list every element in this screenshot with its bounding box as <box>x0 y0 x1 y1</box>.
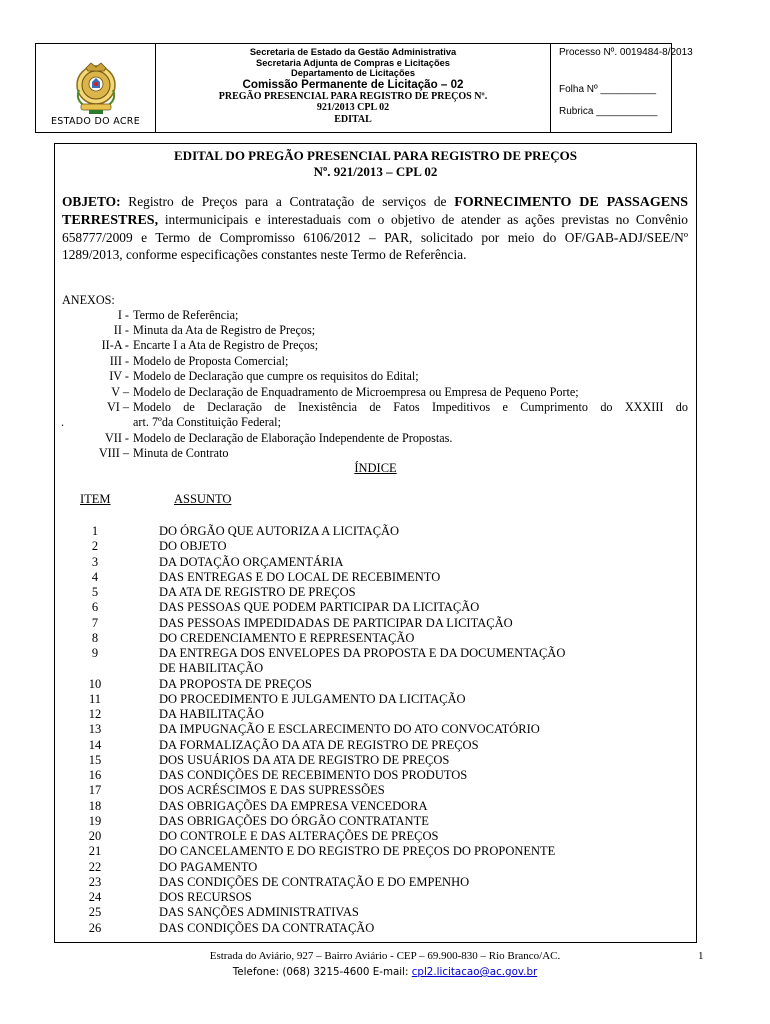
objeto-text-1: Registro de Preços para a Contratação de serviços de <box>120 194 455 209</box>
footer-contact <box>0 966 770 978</box>
header-line-numero: 921/2013 CPL 02 <box>316 102 390 113</box>
header-line-pregao: PREGÃO PRESENCIAL PARA REGISTRO DE PREÇOS Nº. <box>218 90 488 102</box>
indice-item-subject: DOS ACRÉSCIMOS E DAS SUPRESSÕES <box>159 783 385 798</box>
indice-item-number: 17 <box>88 783 102 798</box>
indice-item-number: 18 <box>88 798 102 813</box>
indice-item-subject: DO OBJETO <box>159 539 227 554</box>
indice-item-subject: DO PAGAMENTO <box>159 859 258 874</box>
indice-item-number: 4 <box>91 569 99 584</box>
indice-item-subject: DE HABILITAÇÃO <box>159 661 264 676</box>
indice-item-subject: DAS PESSOAS QUE PODEM PARTICIPAR DA LICITAÇÃO <box>159 600 480 615</box>
anexo-num: VIII – <box>98 446 129 460</box>
indice-item-number: 3 <box>91 554 99 569</box>
page-number: 1 <box>698 950 704 962</box>
indice-item-number: 12 <box>88 707 102 721</box>
footer-address: Estrada do Aviário, 927 – Bairro Aviário - CEP – 69.900-830 – Rio Branco/AC. <box>209 950 561 962</box>
indice-item-number: 1 <box>91 524 99 538</box>
anexo-text: Modelo de Declaração de Enquadramento de Microempresa ou Empresa de Pequeno Porte; <box>133 385 579 399</box>
rubrica-field: Rubrica ___________ <box>559 106 658 117</box>
indice-item-number: 20 <box>88 829 102 843</box>
indice-item-subject: DO CREDENCIAMENTO E REPRESENTAÇÃO <box>159 630 415 645</box>
anexo-num: I - <box>117 308 129 322</box>
anexo-num: V – <box>111 385 129 399</box>
indice-item-subject: DO CONTROLE E DAS ALTERAÇÕES DE PREÇOS <box>159 829 439 843</box>
indice-item-subject: DAS CONDIÇÕES DA CONTRATAÇÃO <box>159 920 375 935</box>
indice-title: ÍNDICE <box>354 461 397 475</box>
indice-item-subject: DA DOTAÇÃO ORÇAMENTÁRIA <box>159 554 344 569</box>
footer-phone: Telefone: (068) 3215-4600 E-mail: <box>232 966 412 978</box>
header-line-adjunta: Secretaria Adjunta de Compras e Licitações <box>256 57 450 68</box>
indice-item-number: 25 <box>88 905 102 920</box>
column-header-assunto: ASSUNTO <box>174 492 232 506</box>
anexo-text: art. 7ºda Constituição Federal; <box>133 415 281 429</box>
indice-item-number: 5 <box>91 585 99 599</box>
indice-item-subject: DA IMPUGNAÇÃO E ESCLARECIMENTO DO ATO CONVOCATÓRIO <box>159 722 540 737</box>
indice-item-number: 14 <box>88 737 102 752</box>
indice-item-subject: DOS RECURSOS <box>159 890 252 904</box>
stray-dot: . <box>61 415 65 429</box>
indice-item-subject: DAS ENTREGAS E DO LOCAL DE RECEBIMENTO <box>159 569 441 584</box>
header-line-departamento: Departamento de Licitações <box>291 68 415 78</box>
indice-item-number: 22 <box>88 859 102 874</box>
indice-item-subject: DA PROPOSTA DE PREÇOS <box>159 676 312 691</box>
indice-item-number: 24 <box>88 890 102 904</box>
indice-item-subject: DAS OBRIGAÇÕES DO ÓRGÃO CONTRATANTE <box>159 813 429 828</box>
objeto-label: OBJETO: <box>62 194 121 209</box>
indice-item-number: 10 <box>88 676 102 691</box>
indice-item-subject: DA ATA DE REGISTRO DE PREÇOS <box>159 585 356 599</box>
edital-body <box>54 143 697 943</box>
indice-item-subject: DAS OBRIGAÇÕES DA EMPRESA VENCEDORA <box>159 798 428 813</box>
anexo-num: VII - <box>104 431 129 445</box>
header-line-secretaria: Secretaria de Estado da Gestão Administrativa <box>249 47 457 57</box>
indice-item-number: 13 <box>88 722 102 737</box>
indice-item-subject: DO CANCELAMENTO E DO REGISTRO DE PREÇOS DO PROPONENTE <box>159 844 556 859</box>
anexo-text: Modelo de Declaração que cumpre os requisitos do Edital; <box>133 369 419 383</box>
column-header-item: ITEM <box>80 492 111 506</box>
anexo-text: Modelo de Declaração de Elaboração Independente de Propostas. <box>133 431 453 445</box>
objeto-paragraph <box>62 193 688 263</box>
indice-item-number: 6 <box>91 600 99 615</box>
anexo-text: Minuta da Ata de Registro de Preços; <box>133 323 316 337</box>
indice-item-number: 21 <box>88 844 102 859</box>
anexo-num: IV - <box>109 369 129 383</box>
processo-number: Processo Nº. 0019484-8/2013 <box>559 47 693 58</box>
indice-item-number: 26 <box>88 920 102 935</box>
objeto-highlight: FORNECIMENTO DE PASSAGENS TERRESTRES, <box>62 195 689 228</box>
header-line-comissao: Comissão Permanente de Licitação – 02 <box>242 77 464 91</box>
edital-title-line1: EDITAL DO PREGÃO PRESENCIAL PARA REGISTRO DE PREÇOS <box>174 148 577 163</box>
indice-item-number: 2 <box>91 539 99 554</box>
indice-item-subject: DAS CONDIÇÕES DE RECEBIMENTO DOS PRODUTOS <box>159 768 468 782</box>
indice-item-subject: DA FORMALIZAÇÃO DA ATA DE REGISTRO DE PREÇOS <box>159 737 479 752</box>
objeto-text-2: intermunicipais e interestaduais com o objetivo de atender as ações previstas no Convênio 658777/2009 e Termo de Compromisso 6106/2012 – PAR, solicitado por meio do OF/GAB-ADJ/SEE/Nº 1289/2013, conforme especificações constantes neste Termo de Referência. <box>62 212 688 262</box>
header-line-edital: EDITAL <box>334 113 372 125</box>
indice-item-number: 11 <box>88 691 102 706</box>
acre-coat-of-arms-icon <box>71 60 121 116</box>
indice-item-number: 8 <box>91 630 99 645</box>
indice-item-subject: DO PROCEDIMENTO E JULGAMENTO DA LICITAÇÃO <box>159 691 466 706</box>
anexo-num: III - <box>109 354 129 368</box>
edital-title-line2: Nº. 921/2013 – CPL 02 <box>313 163 438 179</box>
process-cell <box>551 44 693 132</box>
anexo-num: II-A - <box>101 338 129 352</box>
indice-item-subject: DA ENTREGA DOS ENVELOPES DA PROPOSTA E DA DOCUMENTAÇÃO <box>159 646 566 660</box>
indice-item-number: 7 <box>91 615 99 630</box>
indice-item-subject: DAS SANÇÕES ADMINISTRATIVAS <box>159 905 359 920</box>
logo-cell <box>36 44 156 132</box>
indice-item-subject: DOS USUÁRIOS DA ATA DE REGISTRO DE PREÇOS <box>159 752 450 767</box>
indice-item-number: 9 <box>91 646 99 660</box>
indice-item-subject: DO ÓRGÃO QUE AUTORIZA A LICITAÇÃO <box>159 524 400 538</box>
indice-item-number: 16 <box>88 768 102 782</box>
indice-item-number: 23 <box>88 874 102 889</box>
folha-field: Folha Nº __________ <box>559 84 657 95</box>
anexo-text: Termo de Referência; <box>133 308 239 322</box>
indice-item-subject: DAS PESSOAS IMPEDIDADAS DE PARTICIPAR DA LICITAÇÃO <box>159 615 513 630</box>
edital-title <box>55 148 696 179</box>
document-header <box>35 43 693 133</box>
state-label: ESTADO DO ACRE <box>51 116 140 127</box>
header-title-cell <box>156 44 551 132</box>
email-link[interactable]: cpl2.licitacao@ac.gov.br <box>411 966 538 978</box>
anexos-label: ANEXOS: <box>62 293 115 307</box>
indice-item-subject: DAS CONDIÇÕES DE CONTRATAÇÃO E DO EMPENHO <box>159 874 470 889</box>
indice-item-number: 19 <box>88 813 102 828</box>
indice-item-number: 15 <box>88 752 102 767</box>
anexo-num: VI – <box>106 400 129 414</box>
indice-item-subject: DA HABILITAÇÃO <box>159 707 264 721</box>
anexo-text: Minuta de Contrato <box>133 446 229 460</box>
anexo-text: Modelo de Declaração de Inexistência de Fatos Impeditivos e Cumprimento do XXXIII do <box>133 400 688 414</box>
anexo-text: Encarte I a Ata de Registro de Preços; <box>133 338 319 352</box>
anexo-num: II - <box>113 323 129 337</box>
anexo-text: Modelo de Proposta Comercial; <box>133 354 289 368</box>
